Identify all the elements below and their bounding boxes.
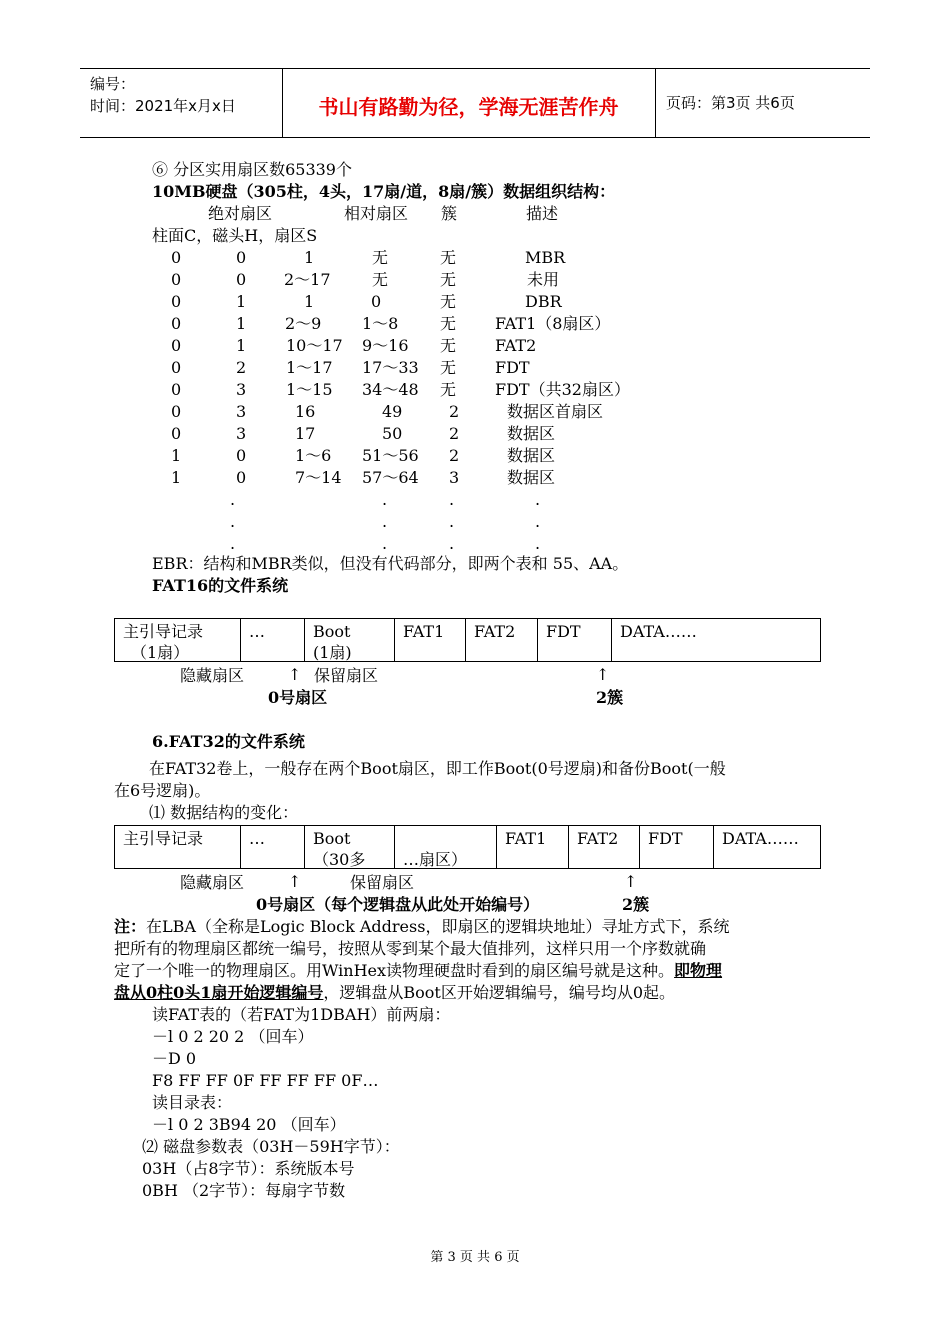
param-line: 03H（占8字节）：系统版本号 <box>142 1159 355 1178</box>
partition-sectors-line: ⑥ 分区实用扇区数65339个 <box>152 160 352 179</box>
cell-relative: 17～33 <box>362 358 419 377</box>
cell-h: 2 <box>236 358 247 377</box>
dot: . <box>230 490 236 509</box>
command-line: －D 0 <box>152 1049 197 1068</box>
dot: . <box>535 534 541 553</box>
cell-s: 10～17 <box>286 336 343 355</box>
cell-c: 0 <box>171 314 182 333</box>
note-emphasis2: 盘从0柱0头1扇开始逻辑编号 <box>114 983 324 1002</box>
cell-desc: FAT2 <box>495 336 537 355</box>
chs-header: 柱面C，磁头H，扇区S <box>152 226 318 245</box>
cell-boot-size: （30多 <box>313 850 366 869</box>
dot: . <box>230 512 236 531</box>
cell-s: 1～6 <box>295 446 332 465</box>
cell-c: 0 <box>171 270 182 289</box>
cell-mbr <box>115 619 241 661</box>
cell-boot-label: Boot <box>313 622 351 641</box>
cell-h: 0 <box>236 248 247 267</box>
arrow-up-icon: ↑ <box>624 872 638 891</box>
arrow-up-icon: ↑ <box>288 872 302 891</box>
fat32-cluster2: 2簇 <box>622 895 650 914</box>
cell-fdt: FDT <box>538 619 612 661</box>
cell-h: 1 <box>236 336 247 355</box>
cell-data: DATA…… <box>722 829 799 848</box>
cell-mbr-label: 主引导记录 <box>123 622 204 641</box>
fat32-hidden-label: 隐藏扇区 <box>180 873 245 892</box>
ebr-note: EBR：结构和MBR类似，但没有代码部分，即两个表和 55、AA。 <box>152 554 629 573</box>
header-meta <box>90 73 236 117</box>
note-text1: 在LBA（全称是Logic Block Address，即扇区的逻辑块地址）寻址方式下，系统 <box>146 917 730 936</box>
col-cluster: 簇 <box>441 204 458 223</box>
note-line4 <box>114 982 675 1004</box>
page-footer: 第 3 页 共 6 页 <box>430 1250 520 1265</box>
cell-desc: FDT <box>495 358 530 377</box>
cell-relative: 50 <box>382 424 403 443</box>
hex-output-line: F8 FF FF 0F FF FF FF 0F… <box>152 1071 379 1090</box>
cell-mbr: 主引导记录 <box>115 826 241 868</box>
cell-cluster: 2 <box>449 424 460 443</box>
cell-gap: … <box>241 619 305 661</box>
cell-mbr-size: （1扇） <box>131 643 190 662</box>
cell-relative: 49 <box>382 402 403 421</box>
cell-s: 1 <box>304 292 315 311</box>
dot: . <box>382 490 388 509</box>
dot: . <box>535 490 541 509</box>
page-label: 页码：第3页 共6页 <box>666 94 795 112</box>
cell-c: 0 <box>171 380 182 399</box>
cell-relative: 9～16 <box>362 336 409 355</box>
cell-desc: 数据区 <box>507 446 556 465</box>
command-line: －l 0 2 20 2 （回车） <box>152 1027 314 1046</box>
note-text4: ，逻辑盘从Boot区开始逻辑编号，编号均从0起。 <box>323 983 676 1002</box>
cell-data: DATA…… <box>620 622 697 641</box>
cell-desc: 数据区首扇区 <box>507 402 604 421</box>
cell-s: 1～17 <box>286 358 333 377</box>
param-line: 0BH （2字节）：每扇字节数 <box>142 1181 346 1200</box>
cell-c: 0 <box>171 358 182 377</box>
cell-desc: MBR <box>525 248 566 267</box>
cell-desc: 未用 <box>527 270 560 289</box>
arrow-up-icon: ↑ <box>596 665 610 684</box>
cell-s: 2～9 <box>285 314 322 333</box>
cell-fat1: FAT1 <box>497 826 569 868</box>
cell-cluster: 无 <box>440 380 457 399</box>
note-text3: 定了一个唯一的物理扇区。用WinHex读物理硬盘时看到的扇区编号就是这种。 <box>114 961 675 980</box>
cell-cluster: 无 <box>440 292 457 311</box>
dot: . <box>382 534 388 553</box>
cell-cluster: 2 <box>449 402 460 421</box>
cell-c: 0 <box>171 292 182 311</box>
cell-desc: FDT（共32扇区） <box>495 380 630 399</box>
note-line2: 把所有的物理扇区都统一编号，按照从零到某个最大值排列，这样只用一个序数就确 <box>114 939 707 958</box>
motto: 书山有路勤为径，学海无涯苦作舟 <box>318 95 619 119</box>
cell-c: 0 <box>171 402 182 421</box>
fat16-cluster2: 2簇 <box>596 688 624 707</box>
dot: . <box>449 512 455 531</box>
cell-boot-sectors <box>395 826 497 868</box>
note-line3 <box>114 960 722 982</box>
cell-c: 0 <box>171 424 182 443</box>
number-label: 编号： <box>90 75 136 93</box>
col-relative: 相对扇区 <box>344 204 409 223</box>
fat16-reserved-label: 保留扇区 <box>314 666 379 685</box>
arrow-up-icon: ↑ <box>288 665 302 684</box>
fat16-sector0: 0号扇区 <box>268 688 328 707</box>
cell-boot-size: (1扇) <box>313 643 352 662</box>
cell-c: 1 <box>171 468 182 487</box>
cell-c: 0 <box>171 336 182 355</box>
cell-fdt: FDT <box>640 826 714 868</box>
col-absolute: 绝对扇区 <box>208 204 273 223</box>
cell-fat2: FAT2 <box>466 619 538 661</box>
cell-relative: 57～64 <box>362 468 419 487</box>
cell-s: 17 <box>295 424 316 443</box>
cell-cluster: 无 <box>440 358 457 377</box>
note-emphasis1: 即物理 <box>674 961 723 980</box>
cell-s: 1～15 <box>286 380 333 399</box>
page-header <box>80 68 870 138</box>
cell-s: 7～14 <box>295 468 342 487</box>
cell-desc: DBR <box>525 292 562 311</box>
cell-cluster: 无 <box>440 248 457 267</box>
cell-boot <box>305 619 395 661</box>
cell-s: 2～17 <box>284 270 331 289</box>
cell-relative: 34～48 <box>362 380 419 399</box>
fat32-table <box>114 825 821 869</box>
cell-boot-sectors-label: …扇区） <box>403 850 468 869</box>
cell-c: 0 <box>171 248 182 267</box>
cell-cluster: 2 <box>449 446 460 465</box>
cell-h: 3 <box>236 402 247 421</box>
cell-cluster: 3 <box>449 468 460 487</box>
cell-desc: FAT1（8扇区） <box>495 314 611 333</box>
dot: . <box>382 512 388 531</box>
fat32-sector0: 0号扇区（每个逻辑盘从此处开始编号） <box>256 895 540 914</box>
fat16-title: FAT16的文件系统 <box>152 576 289 595</box>
cell-fat2: FAT2 <box>569 826 640 868</box>
cell-h: 0 <box>236 446 247 465</box>
cell-relative: 无 <box>372 270 389 289</box>
dot: . <box>449 534 455 553</box>
cell-s: 16 <box>295 402 316 421</box>
cell-gap: … <box>241 826 305 868</box>
note-line1 <box>114 916 729 938</box>
dot: . <box>230 534 236 553</box>
cell-boot-label: Boot <box>313 829 351 848</box>
col-description: 描述 <box>526 204 559 223</box>
cell-cluster: 无 <box>440 314 457 333</box>
cell-h: 3 <box>236 424 247 443</box>
cell-h: 1 <box>236 314 247 333</box>
fat32-subheading: ⑴ 数据结构的变化： <box>149 803 299 822</box>
cell-h: 1 <box>236 292 247 311</box>
cell-boot <box>305 826 395 868</box>
fat16-table <box>114 618 821 662</box>
cell-fat1: FAT1 <box>395 619 466 661</box>
fat32-para-line1: 在FAT32卷上，一般存在两个Boot扇区，即工作Boot(0号逻扇)和备份Boot(一般 <box>149 759 726 778</box>
cell-desc: 数据区 <box>507 468 556 487</box>
read-dir-line: 读目录表： <box>152 1093 233 1112</box>
dot: . <box>449 490 455 509</box>
command-line: －l 0 2 3B94 20 （回车） <box>152 1115 346 1134</box>
dot: . <box>535 512 541 531</box>
cell-relative: 1～8 <box>362 314 399 333</box>
cell-h: 0 <box>236 468 247 487</box>
fat32-heading: 6.FAT32的文件系统 <box>152 732 305 751</box>
fat32-para-line2: 在6号逻扇)。 <box>114 781 211 800</box>
cell-h: 0 <box>236 270 247 289</box>
time-label: 时间：2021年x月x日 <box>90 97 236 115</box>
cell-desc: 数据区 <box>507 424 556 443</box>
cell-c: 1 <box>171 446 182 465</box>
cell-relative: 0 <box>371 292 382 311</box>
cell-relative: 51～56 <box>362 446 419 465</box>
note-label: 注： <box>114 917 147 936</box>
cell-relative: 无 <box>372 248 389 267</box>
fat32-reserved-label: 保留扇区 <box>350 873 415 892</box>
cell-cluster: 无 <box>440 270 457 289</box>
header-divider <box>655 69 656 137</box>
cell-s: 1 <box>304 248 315 267</box>
fat16-hidden-label: 隐藏扇区 <box>180 666 245 685</box>
param-table-title: ⑵ 磁盘参数表（03H－59H字节）： <box>142 1137 400 1156</box>
cell-h: 3 <box>236 380 247 399</box>
cell-cluster: 无 <box>440 336 457 355</box>
read-fat-line: 读FAT表的（若FAT为1DBAH）前两扇： <box>152 1005 451 1024</box>
disk-structure-title: 10MB硬盘（305柱，4头，17扇/道，8扇/簇）数据组织结构： <box>152 182 616 201</box>
